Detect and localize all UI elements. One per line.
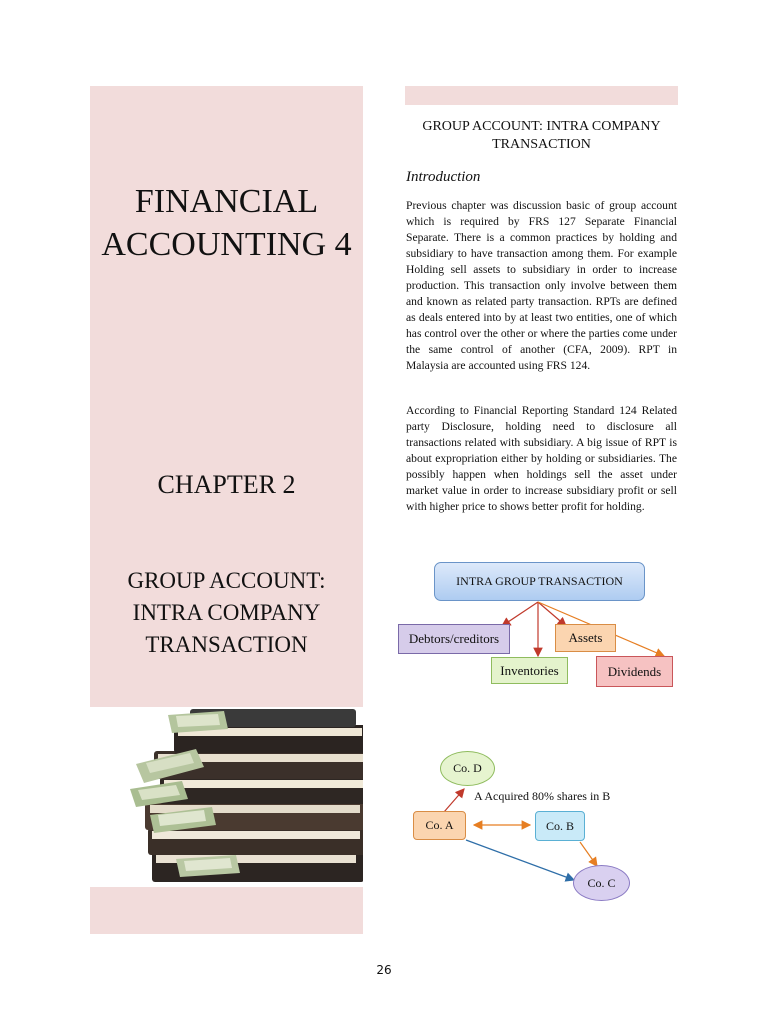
dividends-label: Dividends [607, 663, 662, 679]
arrow-a-to-c [466, 840, 574, 880]
chapter-title: GROUP ACCOUNT: INTRA COMPANY TRANSACTION [127, 568, 326, 657]
inventories-label: Inventories [500, 662, 559, 678]
chapter-label: CHAPTER 2 [157, 470, 296, 499]
inventories-box [491, 657, 568, 684]
co-c-label: Co. C [587, 875, 616, 890]
arrow-a-to-d [444, 789, 464, 812]
assets-box [555, 624, 616, 652]
assets-label: Assets [568, 630, 603, 645]
paragraph-frs124: According to Financial Reporting Standard 124 Related party Disclosure, holding need to disclosure all transactions related with subsidiary. A big issue of RPT is about expropriation either by holding or subsidiaries. The possibly happen when holdings sell the asset under market value in order to increase subsidiary profit or sell with higher price to shows better profit for holding. [406, 404, 677, 513]
intra-group-transaction-label: INTRA GROUP TRANSACTION [456, 574, 623, 588]
page-number: 26 [376, 963, 392, 977]
co-d-node [440, 751, 495, 786]
co-b-node [535, 811, 585, 841]
arrow-to-debtors [502, 602, 538, 626]
arrow-to-assets [538, 602, 566, 626]
debtors-creditors-box [398, 624, 510, 654]
co-d-label: Co. D [453, 761, 482, 775]
co-a-label: Co. A [425, 818, 454, 832]
co-c-node [573, 865, 630, 901]
arrow-b-to-c [580, 842, 597, 866]
debtors-creditors-label: Debtors/creditors [408, 631, 500, 646]
book-title: FINANCIAL ACCOUNTING 4 [101, 183, 352, 263]
co-b-label: Co. B [545, 818, 574, 833]
acquisition-note: A Acquired 80% shares in B [474, 789, 611, 803]
co-a-node [413, 811, 466, 840]
dividends-box [596, 656, 673, 687]
intro-heading: Introduction [406, 169, 481, 185]
intra-group-transaction-box [434, 562, 645, 601]
paragraph-intro: Previous chapter was discussion basic of group account which is required by FRS 127 Separate Financial Separate. There is a common practices by holding and subsidiary to have transaction among them. For example Holding sell assets to subsidiary in order to increase production. This transaction only involve between them and known as related party transaction. RPTs are defined as deals entered into by at least two entities, one of which has control over the other or where the parties come under the same control of another (CFA, 2009). RPT in Malaysia are accounted using FRS 124. [406, 199, 677, 372]
section-title: GROUP ACCOUNT: INTRA COMPANY TRANSACTION [422, 119, 661, 152]
